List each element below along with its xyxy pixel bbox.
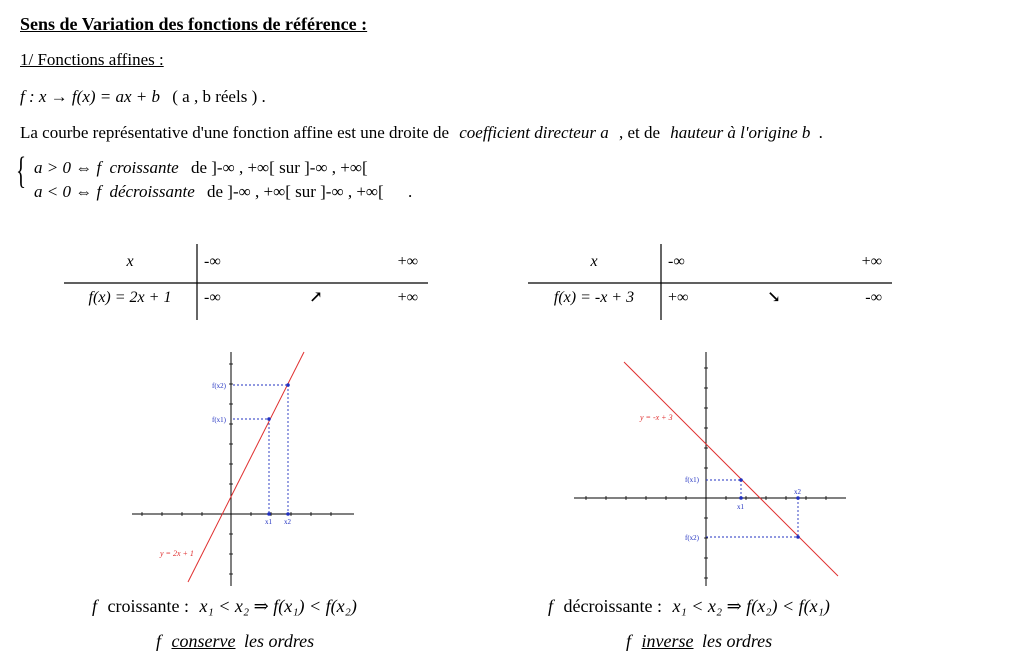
rule1-cond: a > 0 ⇔ f — [34, 158, 102, 177]
rule2-cond: a < 0 ⇔ f — [34, 182, 102, 201]
decreasing-arrow-icon: ↘ — [767, 289, 781, 306]
graph-left-x2: x2 — [284, 518, 291, 526]
definition-params: ( a , b réels ) . — [172, 87, 266, 106]
conclusion-right-word: décroissante : — [563, 596, 662, 616]
rules-end: . — [407, 182, 413, 201]
graph-right-x2: x2 — [794, 488, 801, 496]
rule-line-1 — [34, 158, 368, 178]
table-left-f-label: f(x) = 2x + 1 — [88, 289, 172, 306]
order-left-rest: les ordres — [243, 631, 315, 651]
order-left-word: conserve — [171, 631, 236, 651]
graph-left-line-label: y = 2x + 1 — [160, 549, 194, 558]
table-right-x-min: -∞ — [668, 253, 685, 270]
table-left-f-min: -∞ — [204, 289, 221, 306]
conclusion-right-f: f — [548, 596, 554, 616]
graph-left-fx2: f(x2) — [212, 382, 226, 390]
left-brace: { — [16, 150, 27, 192]
description — [20, 123, 823, 143]
table-right-f-label: f(x) = -x + 3 — [553, 289, 635, 306]
function-definition — [20, 87, 266, 107]
conclusion-left-word: croissante : — [107, 596, 189, 616]
graph-left-fx1: f(x1) — [212, 416, 226, 424]
rule2-word: décroissante — [109, 182, 195, 201]
rule1-rest: de ]-∞ , +∞[ sur ]-∞ , +∞[ — [190, 158, 368, 177]
graph-left-guides — [233, 385, 288, 514]
graph-right-x1: x1 — [737, 503, 744, 511]
description-part1: La courbe représentative d'une fonction affine est une droite de — [20, 123, 449, 142]
graph-right-line-label: y = -x + 3 — [640, 413, 673, 422]
order-right-f: f — [626, 631, 632, 651]
conclusion-right — [548, 596, 830, 617]
increasing-arrow-icon: ↗ — [309, 289, 323, 306]
graph-left-line — [188, 352, 304, 582]
graph-right-axes — [574, 352, 846, 586]
order-right — [626, 631, 772, 652]
table-left-x-label: x — [126, 253, 134, 270]
graph-right-guides — [706, 480, 798, 537]
description-hauteur: hauteur à l'origine b — [670, 123, 811, 142]
conclusion-left-f: f — [92, 596, 98, 616]
graph-right-fx2: f(x2) — [685, 534, 699, 542]
conclusion-right-ineq: x₁ < x₂ ⇒ f(x₂) < f(x₁) — [672, 596, 830, 616]
conclusion-left — [92, 596, 357, 617]
variation-table-left — [60, 238, 432, 324]
order-right-word: inverse — [641, 631, 694, 651]
description-part2: , et de — [618, 123, 661, 142]
definition-formula: f : x → f(x) = ax + b — [20, 87, 161, 106]
order-left-f: f — [156, 631, 162, 651]
graph-left-x1: x1 — [265, 518, 272, 526]
table-right-x-max: +∞ — [861, 253, 882, 270]
rule2-rest: de ]-∞ , +∞[ sur ]-∞ , +∞[ — [207, 182, 384, 201]
table-left-x-min: -∞ — [204, 253, 221, 270]
table-right-f-max: -∞ — [865, 289, 882, 306]
description-coef: coefficient directeur a — [459, 123, 609, 142]
order-right-rest: les ordres — [702, 631, 773, 651]
table-left-f-max: +∞ — [397, 289, 418, 306]
description-end: . — [818, 123, 823, 142]
rule-line-2 — [34, 182, 412, 202]
conclusion-left-ineq: x₁ < x₂ ⇒ f(x₁) < f(x₂) — [199, 596, 357, 616]
variation-table-right — [524, 238, 896, 324]
graph-right-line — [624, 362, 838, 576]
order-left — [156, 631, 314, 652]
page-title: Sens de Variation des fonctions de référence : — [20, 14, 368, 34]
graph-right-fx1: f(x1) — [685, 476, 699, 484]
table-left-x-max: +∞ — [397, 253, 418, 270]
section-title: 1/ Fonctions affines : — [20, 50, 164, 69]
graph-left — [128, 350, 358, 590]
table-right-f-min: +∞ — [668, 289, 689, 306]
graph-right — [570, 350, 850, 590]
table-right-x-label: x — [590, 253, 598, 270]
rule1-word: croissante — [109, 158, 179, 177]
